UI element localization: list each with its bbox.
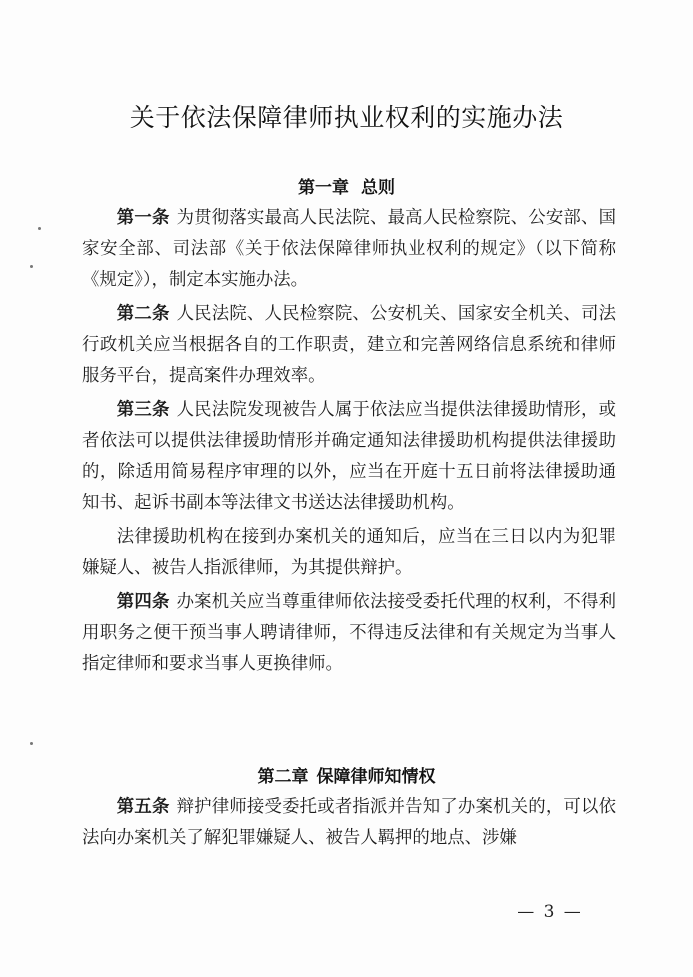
chapter-title: 保障律师知情权 [316, 767, 436, 787]
article-paragraph [82, 203, 616, 296]
article-text: 为贯彻落实最高人民法院、最高人民检察院、公安部、国家安全部、司法部《关于依法保障律师执业权利的规定》（以下简称《规定》），制定本实施办法。 [82, 208, 616, 290]
scan-mark [30, 265, 33, 268]
article-label: 第五条 [116, 797, 170, 817]
article-label: 第一条 [116, 208, 170, 228]
article-paragraph [82, 395, 616, 519]
article-label: 第四条 [116, 592, 170, 612]
article-paragraph [82, 522, 616, 584]
chapter-number: 第二章 [257, 767, 309, 787]
article-paragraph [82, 587, 616, 680]
article-text: 辩护律师接受委托或者指派并告知了办案机关的，可以依法向办案机关了解犯罪嫌疑人、被告人羁押的地点、涉嫌 [82, 797, 616, 848]
chapter-heading [0, 763, 693, 791]
document-title: 关于依法保障律师执业权利的实施办法 [129, 103, 564, 132]
page-number: — 3 — [517, 902, 583, 922]
article-label: 第二条 [116, 304, 170, 324]
scan-mark [38, 227, 41, 230]
article-paragraph [82, 299, 616, 392]
chapter-number: 第一章 [298, 178, 349, 198]
article-text: 人民法院、人民检察院、公安机关、国家安全机关、司法行政机关应当根据各自的工作职责，建立和完善网络信息系统和律师服务平台，提高案件办理效率。 [82, 304, 616, 386]
article-label: 第三条 [116, 400, 170, 420]
chapter-heading [0, 174, 693, 202]
chapter-1-body [82, 203, 616, 680]
article-text: 办案机关应当尊重律师依法接受委托代理的权利，不得利用职务之便干预当事人聘请律师，不得违反法律和有关规定为当事人指定律师和要求当事人更换律师。 [82, 592, 616, 674]
article-paragraph [82, 792, 616, 854]
article-text: 法律援助机构在接到办案机关的通知后，应当在三日以内为犯罪嫌疑人、被告人指派律师，为其提供辩护。 [82, 527, 616, 578]
article-text: 人民法院发现被告人属于依法应当提供法律援助情形，或者依法可以提供法律援助情形并确定通知法律援助机构提供法律援助的，除适用简易程序审理的以外，应当在开庭十五日前将法律援助通知书、起诉书副本等法律文书送达法律援助机构。 [82, 400, 616, 513]
chapter-2-body [82, 792, 616, 854]
scan-mark [30, 742, 33, 745]
chapter-title: 总则 [361, 178, 395, 198]
